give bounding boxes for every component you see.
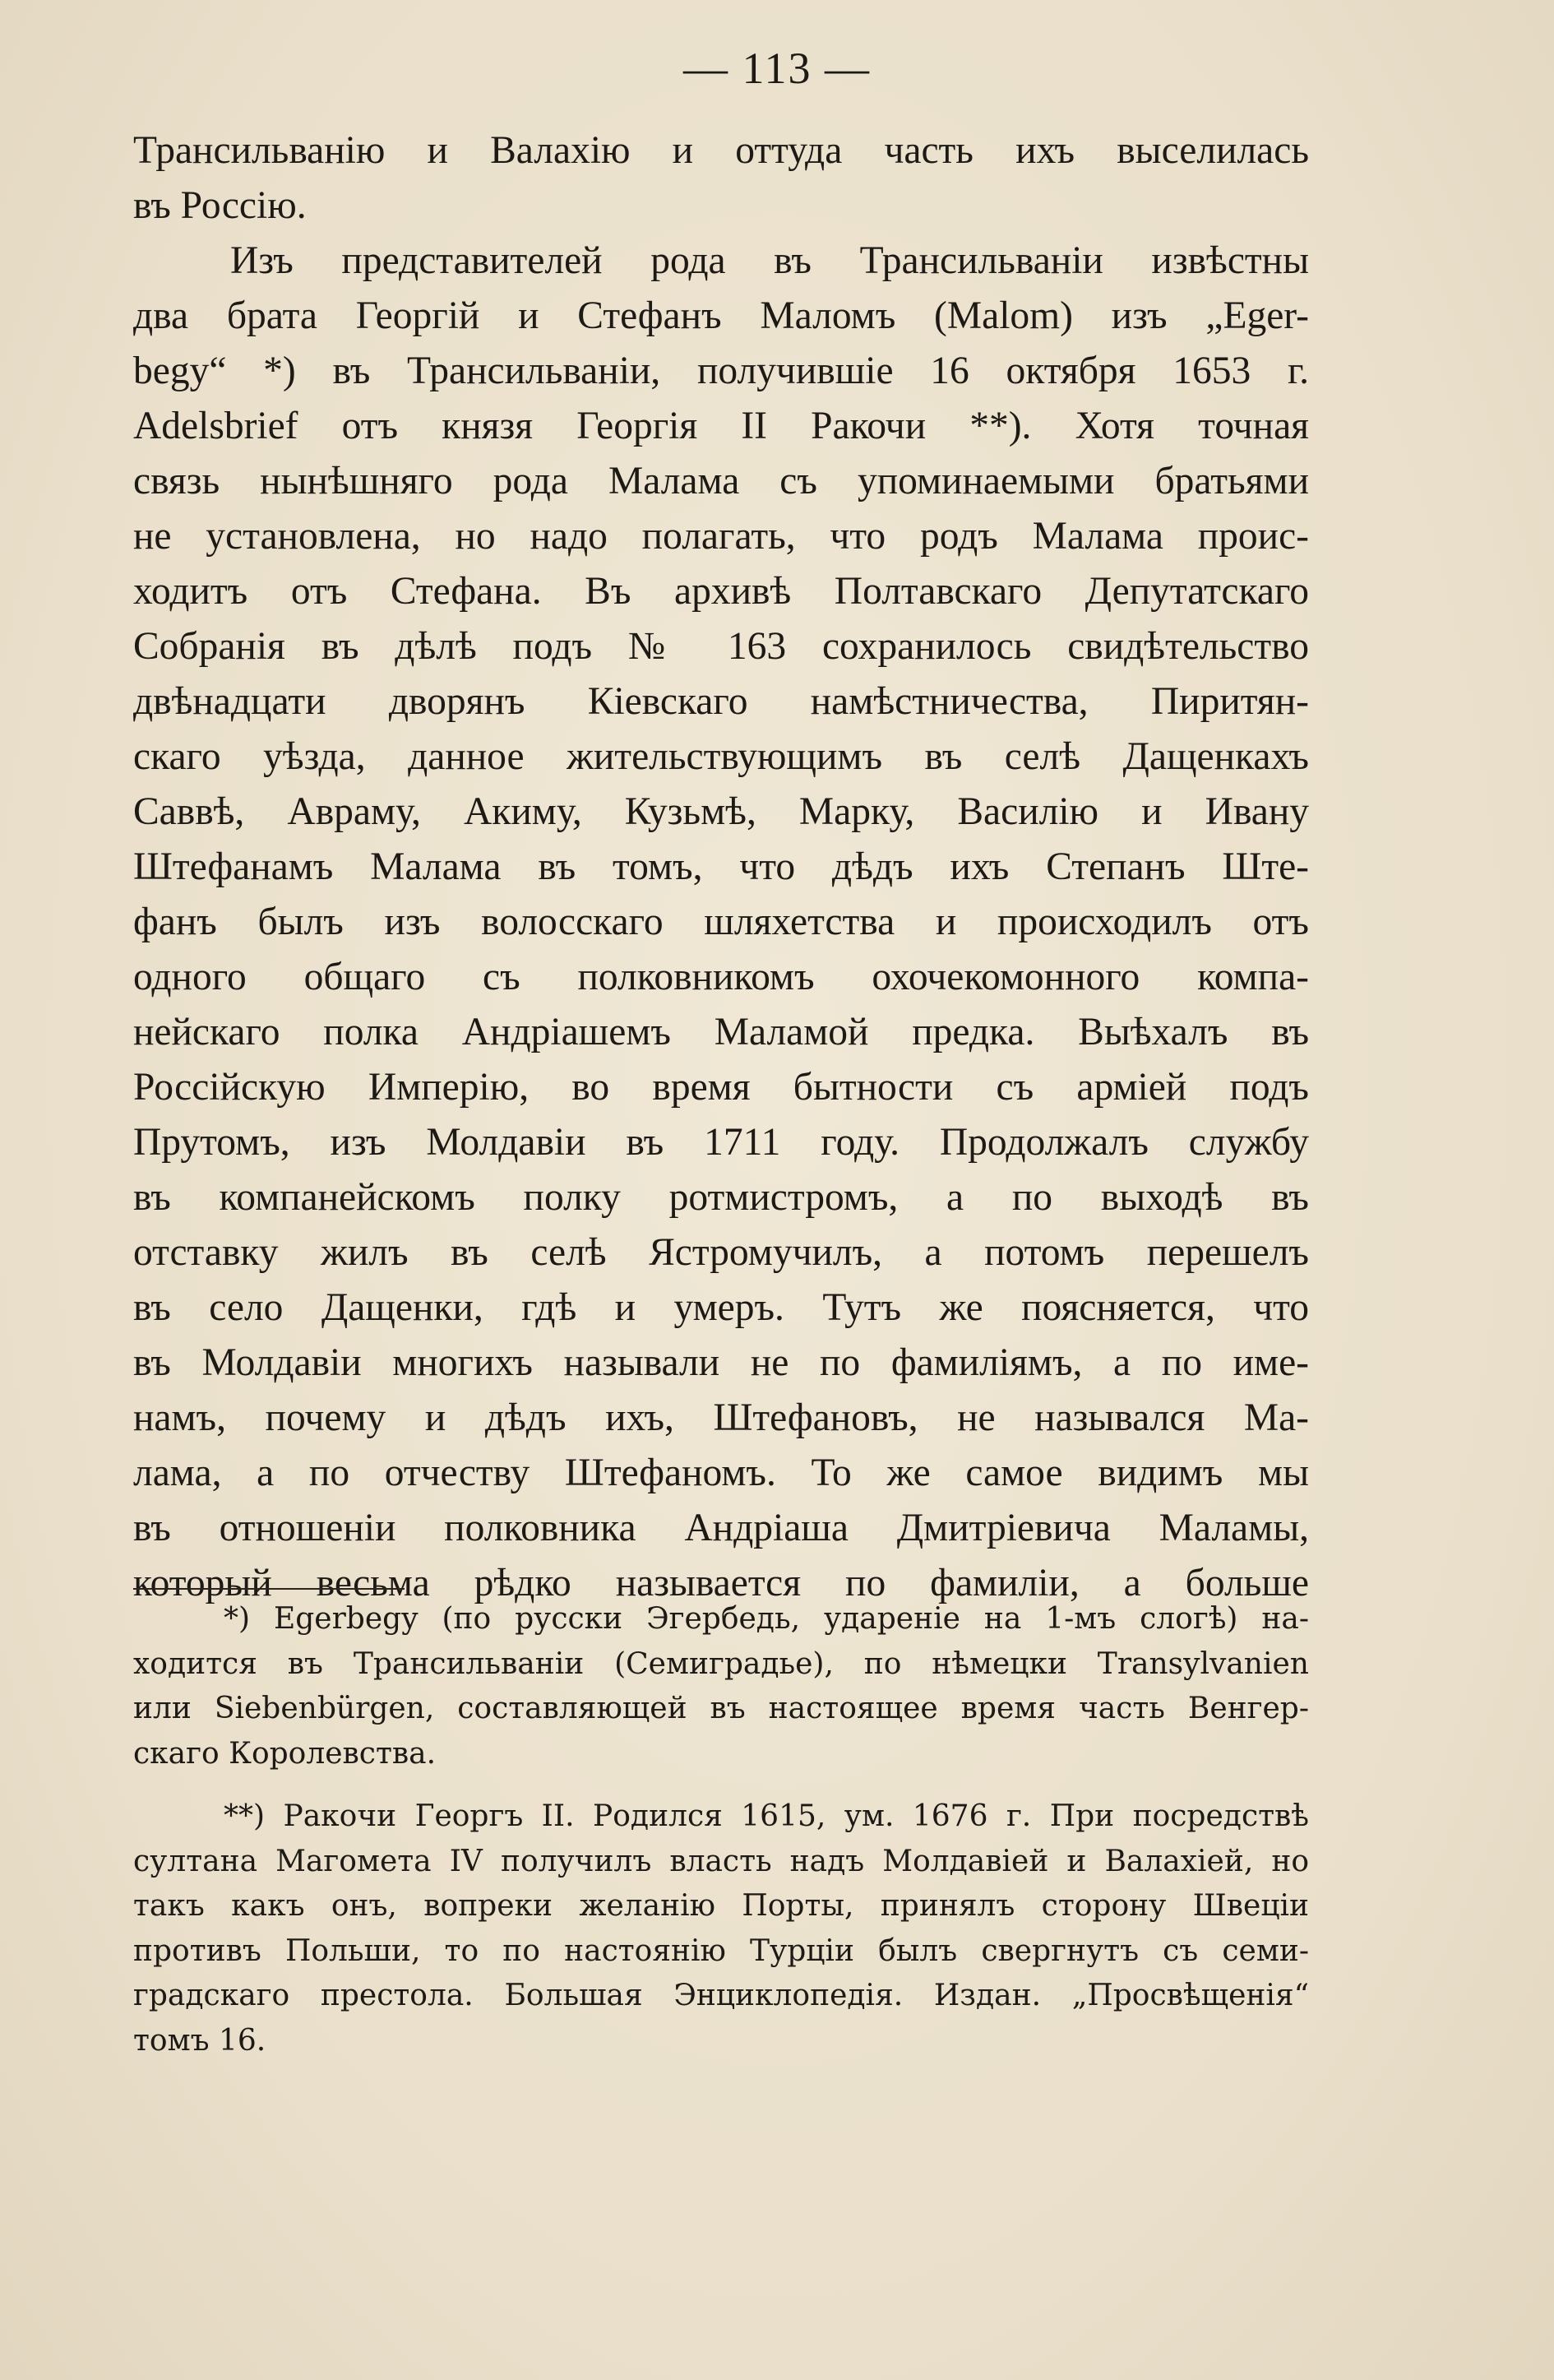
footnote-line: томъ 16. — [133, 2023, 266, 2058]
text-line: отставку жилъ въ селѣ Ястромучилъ, а потомъ перешелъ — [133, 1231, 1309, 1274]
footnote-line: градскаго престола. Большая Энциклопедія. Издан. „Просвѣщенія“ — [133, 1979, 1309, 2012]
text-line: въ Молдавіи многихъ называли не по фамиліямъ, а по име- — [133, 1341, 1309, 1384]
text-line: двѣнадцати дворянъ Кіевскаго намѣстничества, Пиритян- — [133, 680, 1309, 723]
text-line: связь нынѣшняго рода Малама съ упоминаемыми братьями — [133, 460, 1309, 502]
text-line: Adelsbrief отъ князя Георгія II Ракочи **). Хотя точная — [133, 405, 1309, 447]
text-line: Собранія въ дѣлѣ подъ № 163 сохранилось свидѣтельство — [133, 625, 1309, 668]
text-line: одного общаго съ полковникомъ охочекомонного компа- — [133, 956, 1309, 998]
text-line: Россійскую Имперію, во время бытности съ арміей подъ — [133, 1066, 1309, 1109]
text-line: не установлена, но надо полагать, что родъ Малама проис- — [133, 515, 1309, 558]
footnote-line: султана Магомета IV получилъ власть надъ Молдавіей и Валахіей, но — [133, 1844, 1309, 1878]
text-line: нейскаго полка Андріашемъ Маламой предка. Выѣхалъ въ — [133, 1011, 1309, 1053]
text-line: Трансильванію и Валахію и оттуда часть ихъ выселилась — [133, 129, 1309, 172]
text-line: въ отношеніи полковника Андріаша Дмитріевича Маламы, — [133, 1507, 1309, 1549]
footnote-line: противъ Польши, то по настоянію Турціи былъ свергнутъ съ семи- — [133, 1933, 1309, 1968]
footnote-line: такъ какъ онъ, вопреки желанію Порты, принялъ сторону Швеціи — [133, 1889, 1309, 1923]
text-line: begy“ *) въ Трансильваніи, получившіе 16 октября 1653 г. — [133, 350, 1309, 392]
text-line: скаго уѣзда, данное жительствующимъ въ селѣ Дащенкахъ — [133, 735, 1309, 778]
footnote-line: или Siebenbürgen, составляющей въ настоящее время часть Венгер- — [133, 1692, 1309, 1725]
text-line: фанъ былъ изъ волосскаго шляхетства и происходилъ отъ — [133, 901, 1309, 943]
text-line: лама, а по отчеству Штефаномъ. То же самое видимъ мы — [133, 1452, 1309, 1494]
main-text — [133, 123, 1309, 1611]
footnote-line: скаго Королевства. — [133, 1736, 437, 1771]
text-line: Саввѣ, Авраму, Акиму, Кузьмѣ, Марку, Василію и Ивану — [133, 790, 1309, 833]
text-line: Штефанамъ Малама въ томъ, что дѣдъ ихъ Степанъ Ште- — [133, 845, 1309, 888]
footnotes — [133, 1597, 1309, 2063]
footnote-line: ходится въ Трансильваніи (Семиградье), по нѣмецки Transylvanien — [133, 1646, 1309, 1681]
footnote-line: *) Egerbegy (по русски Эгербедь, удареніе на 1-мъ слогѣ) на- — [224, 1602, 1309, 1636]
text-line: два брата Георгій и Стефанъ Маломъ (Malom) изъ „Eger- — [133, 294, 1309, 337]
text-line: который весьма рѣдко называется по фамиліи, а больше — [133, 1562, 1309, 1604]
text-line: въ компанейскомъ полку ротмистромъ, а по выходѣ въ — [133, 1176, 1309, 1219]
footnote-line: **) Ракочи Георгъ II. Родился 1615, ум. 1676 г. При посредствѣ — [224, 1799, 1309, 1833]
text-line: въ Россію. — [133, 184, 307, 227]
text-line: Изъ представителей рода въ Трансильваніи извѣстны — [230, 239, 1309, 282]
text-line: ходитъ отъ Стефана. Въ архивѣ Полтавскаго Депутатскаго — [133, 570, 1309, 613]
text-line: намъ, почему и дѣдъ ихъ, Штефановъ, не назывался Ма- — [133, 1396, 1309, 1439]
text-line: въ село Дащенки, гдѣ и умеръ. Тутъ же поясняется, что — [133, 1286, 1309, 1329]
page-number: — 113 — — [683, 44, 871, 93]
footnote-divider — [133, 1588, 405, 1590]
text-line: Прутомъ, изъ Молдавіи въ 1711 году. Продолжалъ службу — [133, 1121, 1309, 1164]
